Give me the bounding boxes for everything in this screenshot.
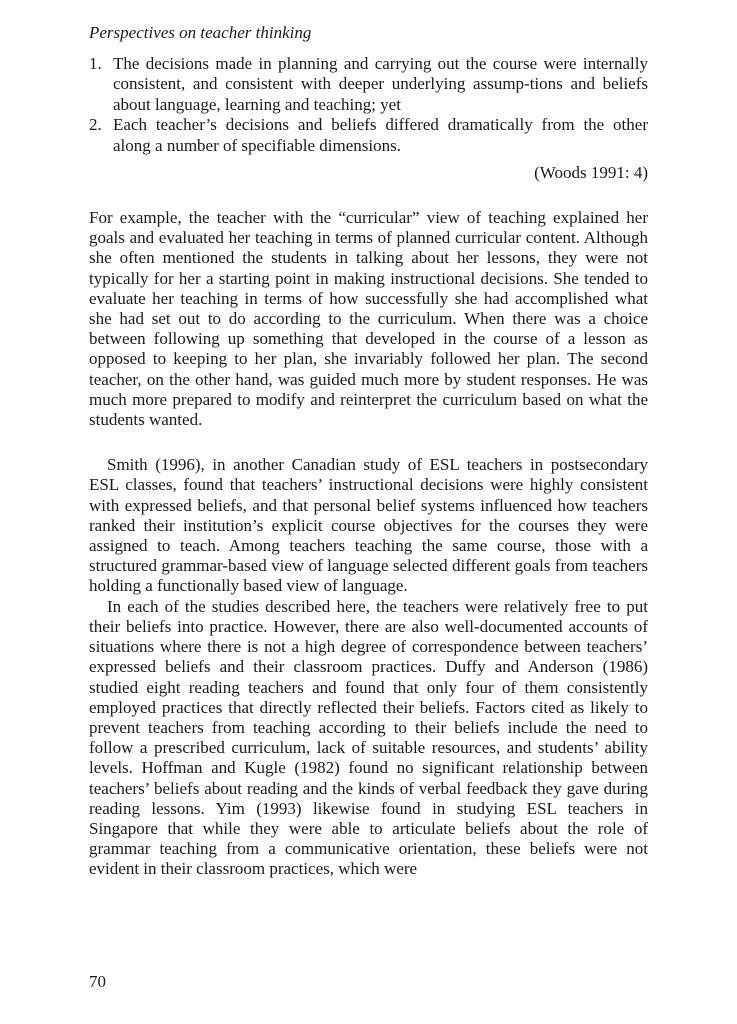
list-item-number: 2.	[89, 115, 102, 135]
numbered-list	[89, 54, 648, 156]
list-item	[89, 115, 648, 156]
page-number: 70	[89, 972, 106, 991]
block-quote-citation: (Woods 1991: 4)	[534, 163, 648, 183]
paragraph-curricular-view: For example, the teacher with the “curricular” view of teaching explained her goals and evaluated her teaching in terms of planned curricular content. Although she often mentioned the students in talking about her lessons, they were not typically for her a starting point in making instructional decisions. She tended to evaluate her teaching in terms of how successfully she had accomplished what she had set out to do according to the curriculum. When there was a choice between following up something that developed in the course of a lesson as opposed to keeping to her plan, she invariably followed her plan. The second teacher, on the other hand, was guided much more by student responses. He was much more prepared to modify and reinterpret the curriculum based on what the students wanted.	[89, 208, 648, 430]
list-item-text: Each teacher’s decisions and beliefs differed dramatically from the other along a number of specifiable dimensions.	[113, 115, 648, 155]
page-body	[89, 22, 648, 880]
running-head: Perspectives on teacher thinking	[89, 23, 312, 42]
paragraph-belief-practice: In each of the studies described here, the teachers were relatively free to put their beliefs into practice. However, there are also well-documented accounts of situations where there is not a high degree of correspondence between teachers’ expressed beliefs and their classroom practices. Duffy and Anderson (1986) studied eight reading teachers and found that only four of them consistently employed practices that directly reflected their beliefs. Factors cited as likely to prevent teachers from teaching according to their beliefs include the need to follow a prescribed curriculum, lack of suitable resources, and students’ ability levels. Hoffman and Kugle (1982) found no significant relationship between teachers’ beliefs about reading and the kinds of verbal feedback they gave during reading lessons. Yim (1993) likewise found in studying ESL teachers in Singapore that while they were able to articulate beliefs about the role of grammar teaching from a communicative orientation, these beliefs were not evident in their classroom practices, which were	[89, 596, 648, 879]
paragraph-smith-study: Smith (1996), in another Canadian study of ESL teachers in postsecondary ESL classes, found that teachers’ instructional decisions were highly consistent with expressed beliefs, and that personal belief systems influenced how teachers ranked their institution’s explicit course objectives for the courses they were assigned to teach. Among teachers teaching the same course, those with a structured grammar-based view of language selected different goals from teachers holding a functionally based view of language.	[89, 455, 648, 596]
list-item-text: The decisions made in planning and carrying out the course were internally consistent, and consistent with deeper underlying assump-tions and beliefs about language, learning and teaching; yet	[113, 54, 648, 114]
list-item-number: 1.	[89, 54, 102, 73]
list-item	[89, 54, 648, 115]
